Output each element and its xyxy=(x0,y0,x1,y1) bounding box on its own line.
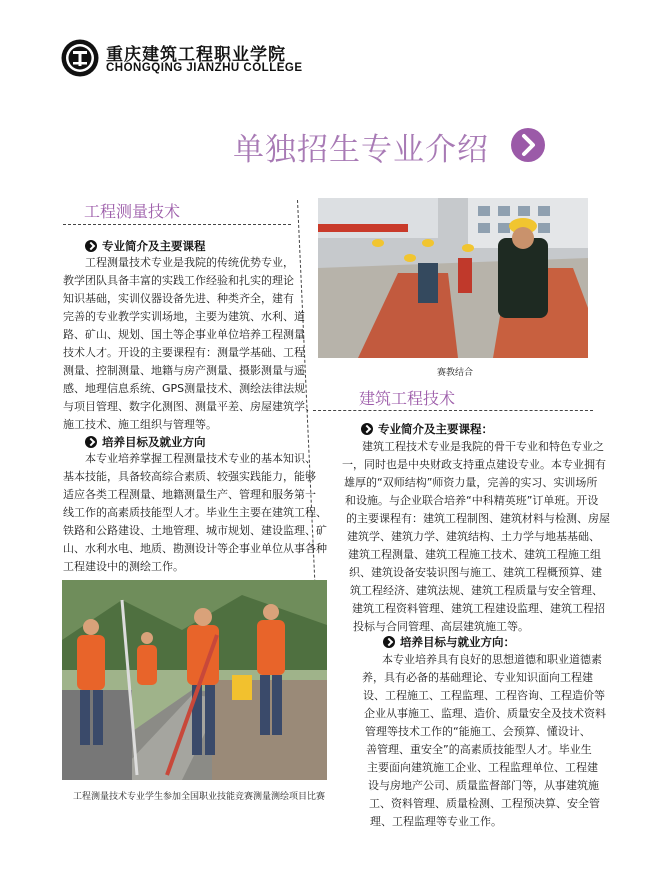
text-line: 和设施。与企业联合培养“中科精英班”订单班。开设 xyxy=(345,494,599,507)
text-line: 工、资料管理、质量检测、工程预决算、安全管 xyxy=(369,797,600,810)
text-line: 织、建筑设备安装识图与施工、建筑工程概预算、建 xyxy=(349,566,602,579)
survey-section-title: 工程测量技术 xyxy=(84,202,181,221)
text-line: 建筑工程测量、建筑工程施工技术、建筑工程施工组 xyxy=(348,548,601,561)
survey-intro-heading: 专业简介及主要课程 xyxy=(85,238,206,254)
text-line: 设、工程施工、工程监理、工程咨询、工程造价等 xyxy=(363,689,605,702)
text-line: 建筑工程资料管理、建筑工程建设监理、建筑工程招 xyxy=(352,602,605,615)
text-line: 本专业培养掌握工程测量技术专业的基本知识、 xyxy=(85,452,316,465)
text-line: 线工作的高素质技能型人才。毕业生主要在建筑工程、 xyxy=(63,506,327,519)
text-line: 施工技术、施工组织与管理等。 xyxy=(63,418,217,431)
text-line: 路、矿山、规划、国土等企事业单位培养工程测量 xyxy=(63,328,305,341)
survey-goal-heading: 培养目标及就业方向 xyxy=(85,434,206,450)
text-line: 铁路和公路建设、土地管理、城市规划、建设监理、矿 xyxy=(63,524,327,537)
text-line: 理、工程监理等专业工作。 xyxy=(370,815,502,828)
text-line: 适应各类工程测量、地籍测量生产、管理和服务第一 xyxy=(63,488,316,501)
college-name-en: CHONGQING JIANZHU COLLEGE xyxy=(106,62,303,74)
text-line: 与项目管理、数字化测图、测量平差、房屋建筑学、 xyxy=(63,400,316,413)
building-intro-text xyxy=(342,438,610,636)
chevron-bullet-icon xyxy=(85,240,97,252)
survey-title-rule xyxy=(63,224,291,225)
page-title: 单独招生专业介绍 xyxy=(233,132,489,168)
text-line: 一，同时也是中央财政支持重点建设专业。本专业拥有 xyxy=(342,458,606,471)
text-line: 山、水利水电、地质、勘测设计等企事业单位从事各种 xyxy=(63,542,327,555)
text-line: 投标与合同管理、高层建筑施工等。 xyxy=(353,620,529,633)
building-training-photo xyxy=(318,198,588,358)
text-line: 测量、控制测量、地籍与房产测量、摄影测量与遥 xyxy=(63,364,305,377)
survey-goal-text xyxy=(63,450,327,576)
text-line: 本专业培养具有良好的思想道德和职业道德素 xyxy=(382,653,602,666)
text-line: 的主要课程有：建筑工程制图、建筑材料与检测、房屋 xyxy=(346,512,610,525)
text-line: 完善的专业教学实训场地，主要为建筑、水利、道 xyxy=(63,310,305,323)
building-intro-heading: 专业简介及主要课程： xyxy=(361,421,493,437)
building-section-title: 建筑工程技术 xyxy=(359,389,456,408)
text-line: 感、地理信息系统、GPS测量技术、测绘法律法规 xyxy=(63,382,306,395)
survey-competition-photo xyxy=(62,580,327,780)
chevron-bullet-icon xyxy=(85,436,97,448)
text-line: 基本技能，具备较高综合素质、较强实践能力，能够 xyxy=(63,470,316,483)
text-line: 主要面向建筑施工企业、工程监理单位、工程建 xyxy=(367,761,598,774)
text-line: 教学团队具备丰富的实践工作经验和扎实的理论 xyxy=(63,274,294,287)
text-line: 建筑学、建筑力学、建筑结构、土力学与地基基础、 xyxy=(347,530,600,543)
text-line: 设与房地产公司、质量监督部门等，从事建筑施 xyxy=(368,779,599,792)
text-line: 建筑工程技术专业是我院的骨干专业和特色专业之 xyxy=(362,440,604,453)
survey-intro-text xyxy=(63,254,316,434)
text-line: 企业从事施工、监理、造价、质量安全及技术资料 xyxy=(364,707,606,720)
text-line: 工程测量技术专业是我院的传统优势专业， xyxy=(85,256,294,269)
college-logo xyxy=(60,38,100,78)
building-goal-text xyxy=(362,651,606,831)
text-line: 养，具有必备的基础理论、专业知识面向工程建 xyxy=(362,671,593,684)
text-line: 管理等技术工作的“能施工、会预算、懂设计、 xyxy=(365,725,591,738)
survey-photo-caption: 工程测量技术专业学生参加全国职业技能竞赛测量测绘项目比赛 xyxy=(73,792,326,802)
building-goal-heading: 培养目标与就业方向： xyxy=(383,634,515,650)
building-title-rule xyxy=(313,410,593,411)
text-line: 知识基础，实训仪器设备先进、种类齐全，建有 xyxy=(63,292,294,305)
chevron-right-icon xyxy=(510,127,546,163)
building-photo-caption: 赛教结合 xyxy=(437,368,474,378)
college-name-cn: 重庆建筑工程职业学院 xyxy=(106,45,286,65)
text-line: 善管理、重安全”的高素质技能型人才。毕业生 xyxy=(366,743,592,756)
chevron-bullet-icon xyxy=(361,423,373,435)
text-line: 工程建设中的测绘工作。 xyxy=(63,560,184,573)
text-line: 技术人才。开设的主要课程有：测量学基础、工程 xyxy=(63,346,305,359)
text-line: 筑工程经济、建筑法规、建筑工程质量与安全管理、 xyxy=(350,584,603,597)
chevron-bullet-icon xyxy=(383,636,395,648)
text-line: 雄厚的“双师结构”师资力量，完善的实习、实训场所 xyxy=(344,476,598,489)
